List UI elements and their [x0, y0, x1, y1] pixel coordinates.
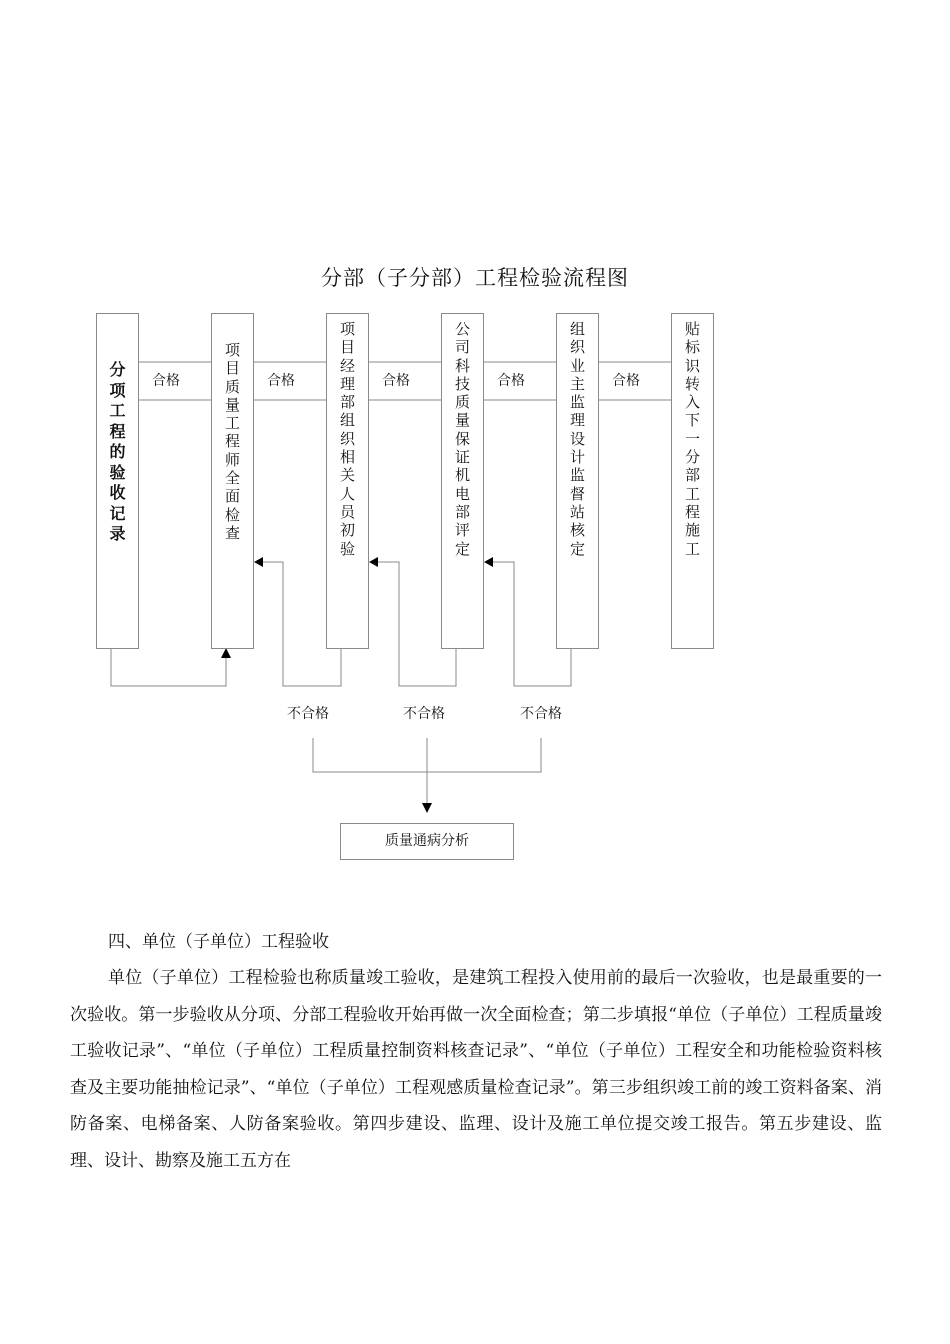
- section-heading: 四、单位（子单位）工程验收: [108, 932, 329, 952]
- step-label-6: 贴标识转入下一分部工程施工: [684, 320, 700, 558]
- quality-analysis-box: 质量通病分析: [340, 823, 514, 860]
- fail-label-1: 不合格: [287, 706, 329, 722]
- step-label-5: 组织业主监理设计监督站核定: [569, 320, 585, 558]
- pass-label-3: 合格: [382, 373, 410, 389]
- step-box-2: [211, 313, 254, 649]
- step-label-3: 项目经理部组织相关人员初验: [339, 320, 355, 558]
- step-label-1: 分项工程的验收记录: [109, 360, 126, 543]
- pass-label-2: 合格: [267, 373, 295, 389]
- step-label-2: 项目质量工程师全面检查: [224, 341, 240, 542]
- section-paragraph: 单位（子单位）工程检验也称质量竣工验收，是建筑工程投入使用前的最后一次验收，也是最重要的一次验收。第一步验收从分项、分部工程验收开始再做一次全面检查；第二步填报“单位（子单位）工程质量竣工验收记录”、“单位（子单位）工程质量控制资料核查记录”、“单位（子单位）工程安全和功能检验资料核查及主要功能抽检记录”、“单位（子单位）工程观感质量检查记录”。第三步组织竣工前的竣工资料备案、消防备案、电梯备案、人防备案验收。第四步建设、监理、设计及施工单位提交竣工报告。第五步建设、监理、设计、勘察及施工五方在: [70, 968, 882, 1171]
- step-box-6: [671, 313, 714, 649]
- fail-label-2: 不合格: [403, 706, 445, 722]
- flowchart-title: 分部（子分部）工程检验流程图: [321, 266, 629, 290]
- step-label-4: 公司科技质量保证机电部评定: [454, 320, 470, 558]
- step-box-3: [326, 313, 369, 649]
- pass-label-1: 合格: [152, 373, 180, 389]
- step-box-4: [441, 313, 484, 649]
- pass-label-4: 合格: [497, 373, 525, 389]
- fail-label-3: 不合格: [520, 706, 562, 722]
- pass-label-5: 合格: [612, 373, 640, 389]
- step-box-5: [556, 313, 599, 649]
- step-box-1: [96, 313, 139, 649]
